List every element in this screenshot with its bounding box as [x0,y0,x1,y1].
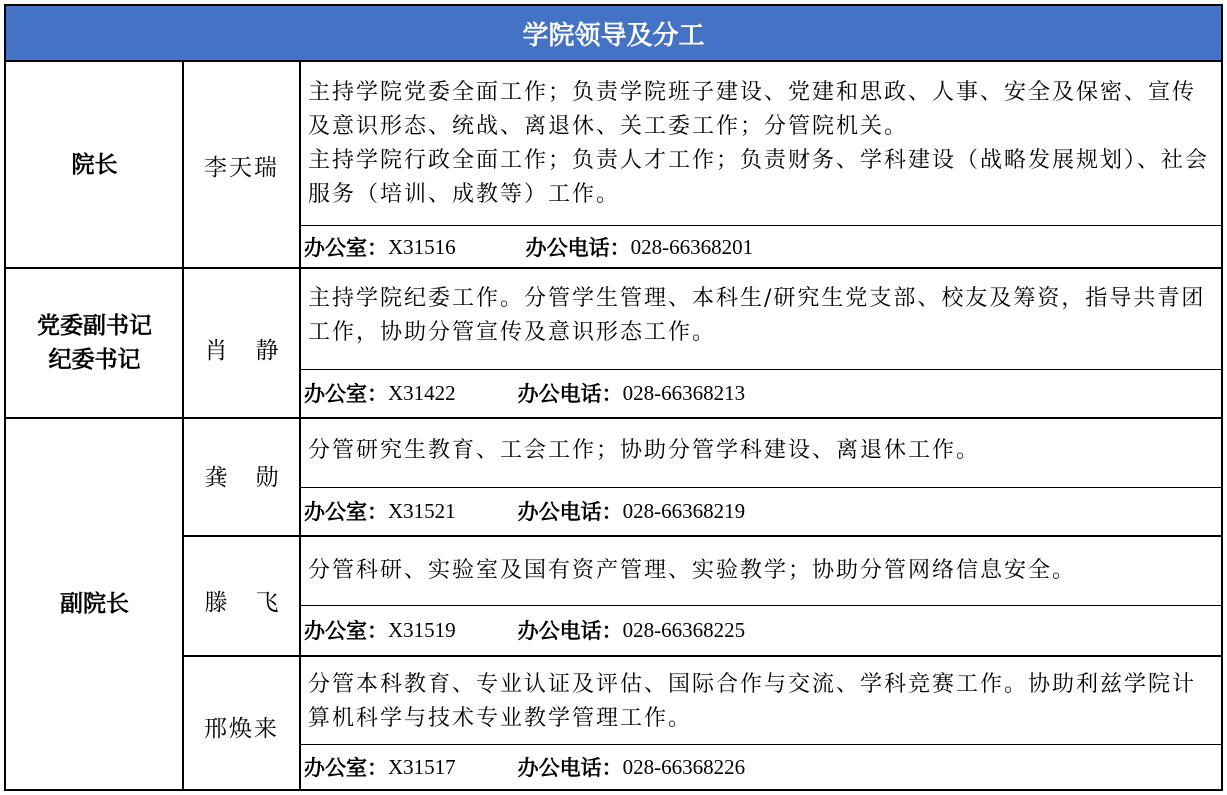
contact-divider [299,605,1223,606]
contact-row [300,606,1223,654]
office-label: 办公室： [304,756,388,780]
duty-text: 主持学院党委全面工作；负责学院班子建设、党建和思政、人事、安全及保密、宣传及意识形态、统战、离退休、关工委工作；分管院机关。 主持学院行政全面工作；负责人才工作；负责财务、学科建设（战略发展规划）、社会服务（培训、成教等）工作。 [308,80,1210,207]
column-divider [299,62,301,791]
phone-number: 028-66368201 [630,234,754,259]
contact-row [300,745,1223,789]
phone-number: 028-66368213 [622,380,746,405]
phone-label: 办公电话： [517,619,623,643]
row-divider [4,417,1223,419]
role-label: 副院长 [60,590,129,617]
phone-label: 办公电话： [517,382,623,406]
phone-number: 028-66368226 [622,754,746,779]
office-number: X31422 [388,380,456,405]
office-label: 办公室： [304,236,388,260]
leader-name: 龚 勋 [204,464,279,491]
phone-label: 办公电话： [517,756,623,780]
table-header [4,4,1223,62]
row-divider [182,655,1223,657]
contact-divider [299,225,1223,226]
role-dean [6,62,183,268]
leader-name: 肖 静 [204,337,279,364]
role-label: 院长 [71,152,118,178]
leader-name: 李天瑞 [204,154,279,181]
contact-divider [299,487,1223,488]
row-divider [182,535,1223,537]
office-number: X31517 [388,754,456,779]
column-divider [182,62,184,791]
contact-row [300,226,1223,268]
phone-label: 办公电话： [525,236,631,260]
role-vice-dean [6,418,183,789]
contact-row [300,370,1223,416]
role-label: 纪委书记 [48,347,141,373]
role-label: 党委副书记 [37,313,152,339]
table-title: 学院领导及分工 [522,20,705,51]
contact-divider [299,744,1223,745]
duty-text: 主持学院纪委工作。分管学生管理、本科生/研究生党支部、校友及筹资，指导共青团工作，协助分管宣传及意识形态工作。 [308,286,1206,345]
duty-text: 分管科研、实验室及国有资产管理、实验教学；协助分管网络信息安全。 [308,558,1077,583]
leader-name: 滕 飞 [204,589,279,616]
office-label: 办公室： [304,619,388,643]
duty-text: 分管研究生教育、工会工作；协助分管学科建设、离退休工作。 [308,438,981,463]
contact-divider [299,369,1223,370]
duty-text: 分管本科教育、专业认证及评估、国际合作与交流、学科竞赛工作。协助利兹学院计算机科学与技术专业教学管理工作。 [308,672,1197,731]
leader-name: 邢焕来 [204,716,279,742]
phone-label: 办公电话： [517,500,623,524]
office-label: 办公室： [304,382,388,406]
office-label: 办公室： [304,500,388,524]
row-divider [4,267,1223,269]
phone-number: 028-66368225 [622,617,746,642]
role-party-secretary [6,268,183,418]
office-number: X31516 [388,234,456,259]
contact-row [300,488,1223,534]
office-number: X31519 [388,617,456,642]
office-number: X31521 [388,498,456,523]
phone-number: 028-66368219 [622,498,746,523]
